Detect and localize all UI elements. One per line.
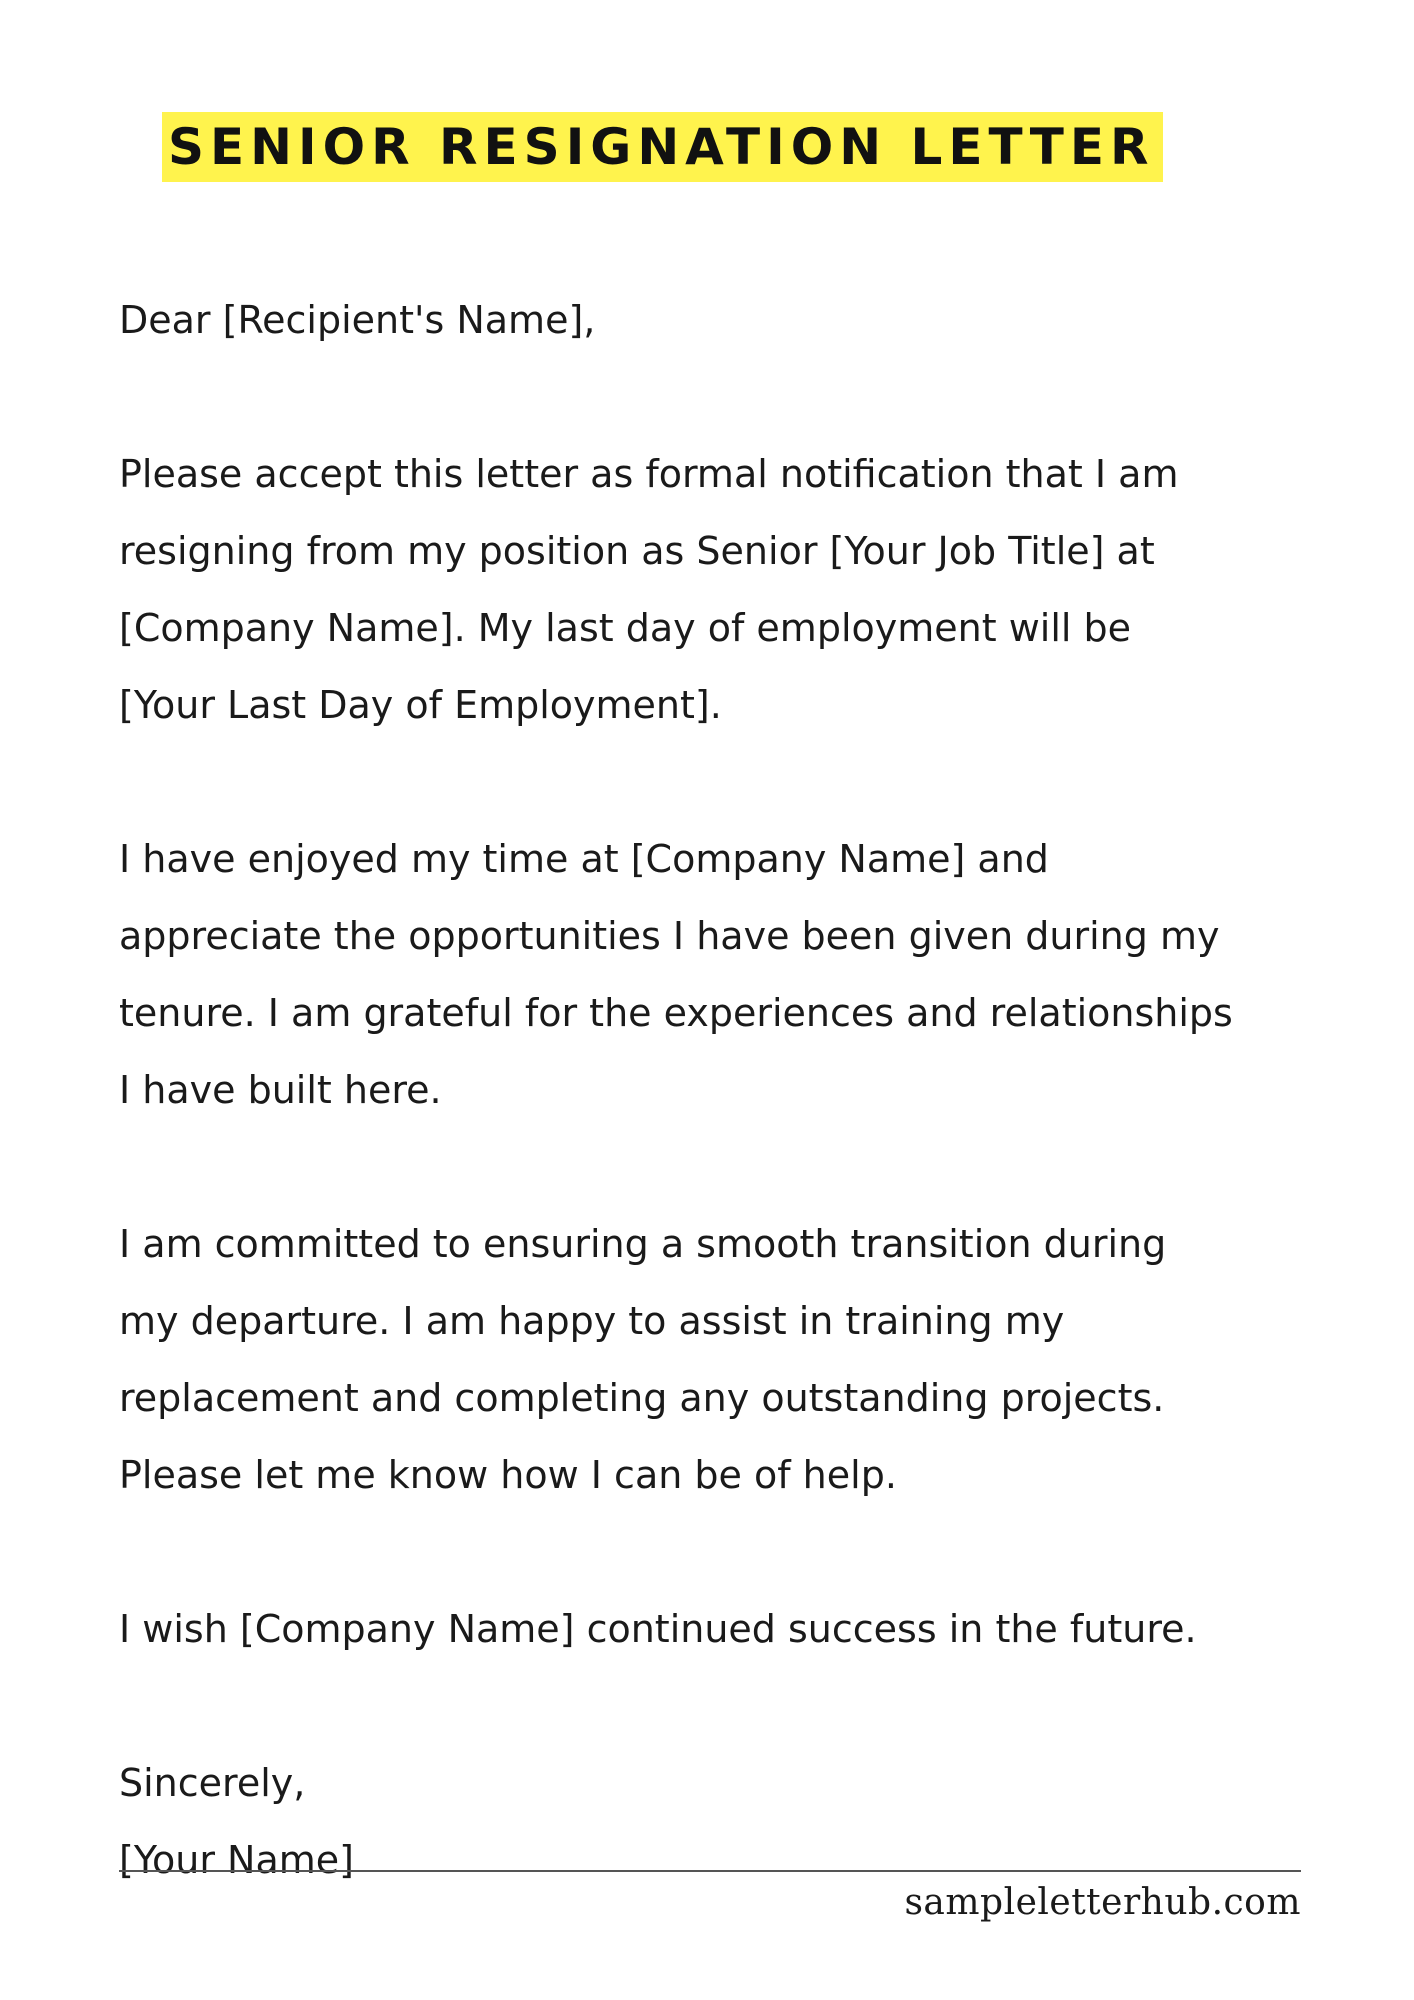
letter-body xyxy=(119,282,1359,1899)
paragraph-4 xyxy=(119,1591,1359,1668)
signature-name: [Your Name] xyxy=(119,1838,354,1882)
paragraph-line: my departure. I am happy to assist in training my xyxy=(119,1299,1065,1343)
paragraph-line: I wish [Company Name] continued success in the future. xyxy=(119,1607,1197,1651)
paragraph-line: I have enjoyed my time at [Company Name] and xyxy=(119,837,1049,881)
footer-website: sampleletterhub.com xyxy=(904,1882,1301,1923)
title-highlight xyxy=(162,112,1163,182)
page-title: SENIOR RESIGNATION LETTER xyxy=(168,118,1155,176)
paragraph-line: [Company Name]. My last day of employment will be xyxy=(119,606,1132,650)
paragraph-line: Please let me know how I can be of help. xyxy=(119,1453,897,1497)
paragraph-line: resigning from my position as Senior [Your Job Title] at xyxy=(119,529,1155,573)
closing-block xyxy=(119,1745,1359,1899)
paragraph-line: Please accept this letter as formal notification that I am xyxy=(119,452,1179,496)
salutation-text: Dear [Recipient's Name], xyxy=(119,298,596,342)
paragraph-line: tenure. I am grateful for the experiences and relationships xyxy=(119,991,1233,1035)
paragraph-line: replacement and completing any outstanding projects. xyxy=(119,1376,1165,1420)
paragraph-line: I am committed to ensuring a smooth transition during xyxy=(119,1222,1167,1266)
paragraph-line: I have built here. xyxy=(119,1068,442,1112)
paragraph-1 xyxy=(119,436,1359,744)
paragraph-line: appreciate the opportunities I have been given during my xyxy=(119,914,1220,958)
paragraph-2 xyxy=(119,821,1359,1129)
salutation xyxy=(119,282,1359,359)
footer-divider xyxy=(119,1870,1301,1872)
closing-text: Sincerely, xyxy=(119,1761,306,1805)
paragraph-line: [Your Last Day of Employment]. xyxy=(119,683,722,727)
paragraph-3 xyxy=(119,1206,1359,1514)
